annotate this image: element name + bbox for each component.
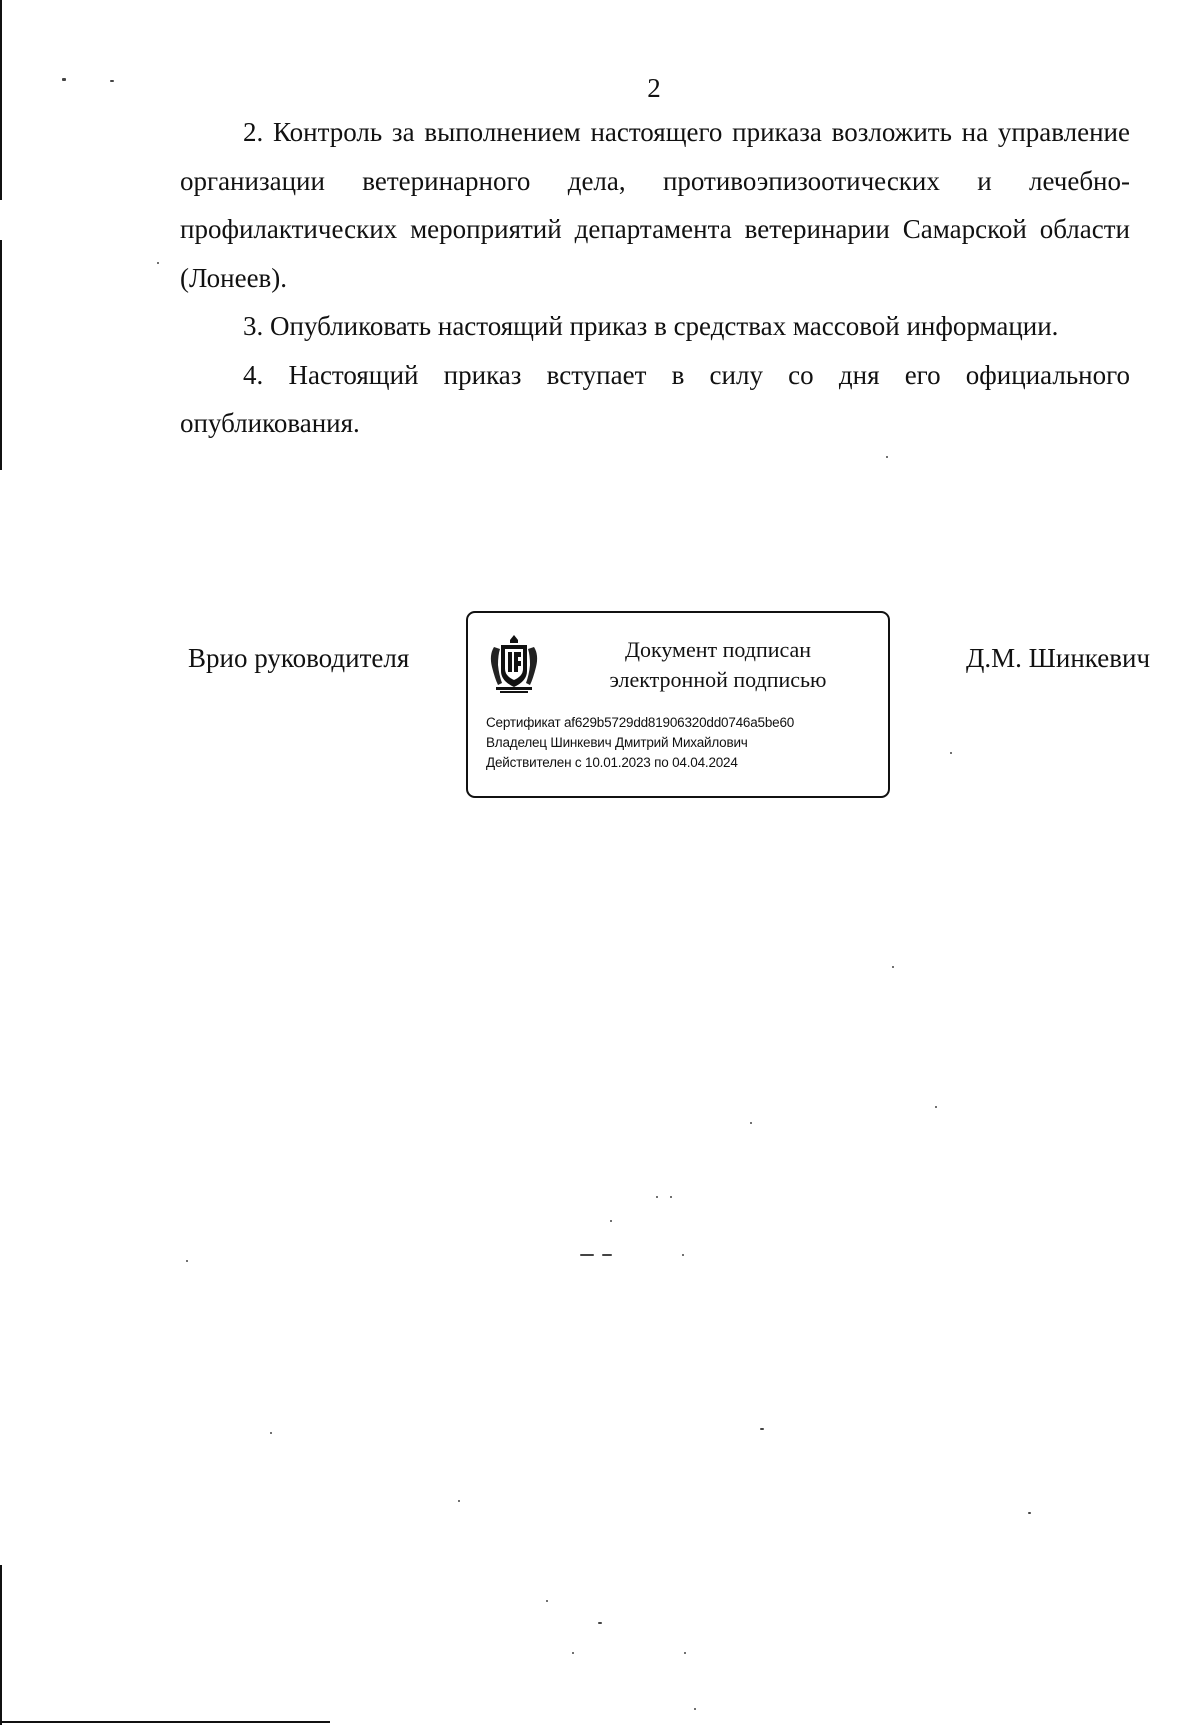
scan-margin-line-bottom xyxy=(0,1565,2,1725)
scan-speck xyxy=(572,1652,574,1654)
document-body xyxy=(180,108,1130,448)
scan-speck xyxy=(580,1254,594,1256)
scan-speck xyxy=(750,1122,752,1124)
scan-speck xyxy=(157,262,159,264)
scan-bottom-edge-line xyxy=(0,1721,330,1723)
scan-speck xyxy=(886,456,888,458)
scan-speck xyxy=(670,1196,672,1198)
certificate-owner: Владелец Шинкевич Дмитрий Михайлович xyxy=(486,735,748,750)
stamp-heading xyxy=(568,635,868,695)
scan-margin-line-mid xyxy=(0,240,2,470)
scan-speck xyxy=(270,1432,272,1434)
scan-speck xyxy=(598,1622,602,1624)
scan-speck xyxy=(656,1196,658,1198)
stamp-heading-line2: электронной подписью xyxy=(609,667,827,692)
signer-name: Д.М. Шинкевич xyxy=(966,643,1151,673)
signature-block xyxy=(0,610,1200,810)
scan-speck xyxy=(684,1652,686,1654)
paragraph-publication: 3. Опубликовать настоящий приказ в средствах массовой информации. xyxy=(243,311,1059,341)
scan-speck xyxy=(892,966,894,968)
scan-speck xyxy=(1028,1512,1031,1514)
electronic-signature-stamp xyxy=(466,611,890,798)
stamp-heading-line1: Документ подписан xyxy=(624,637,812,662)
scan-speck xyxy=(602,1254,612,1256)
scan-speck xyxy=(682,1254,684,1256)
certificate-number: Сертификат af629b5729dd81906320dd0746a5be60 xyxy=(486,715,795,730)
scan-speck xyxy=(546,1600,548,1602)
stamp-details xyxy=(486,713,794,773)
signer-position-title: Врио руководителя xyxy=(188,643,410,673)
page-number: 2 xyxy=(647,73,661,103)
scan-speck xyxy=(610,1220,612,1222)
scan-speck xyxy=(458,1500,460,1502)
coat-of-arms-icon xyxy=(488,633,540,695)
scan-speck xyxy=(935,1106,937,1108)
paragraph-effective-date: 4. Настоящий приказ вступает в силу со дня его официального опубликования. xyxy=(180,359,1130,438)
scan-speck xyxy=(186,1260,188,1262)
scan-speck xyxy=(760,1428,764,1430)
scan-speck xyxy=(694,1708,696,1710)
certificate-validity: Действителен с 10.01.2023 по 04.04.2024 xyxy=(486,755,738,770)
paragraph-control: 2. Контроль за выполнением настоящего приказа возложить на управление организации ветеринарного дела, противоэпизоотических и лечебно-профилактических мероприятий департамента ветеринарии Самарской области (Лонеев). xyxy=(180,117,1130,293)
